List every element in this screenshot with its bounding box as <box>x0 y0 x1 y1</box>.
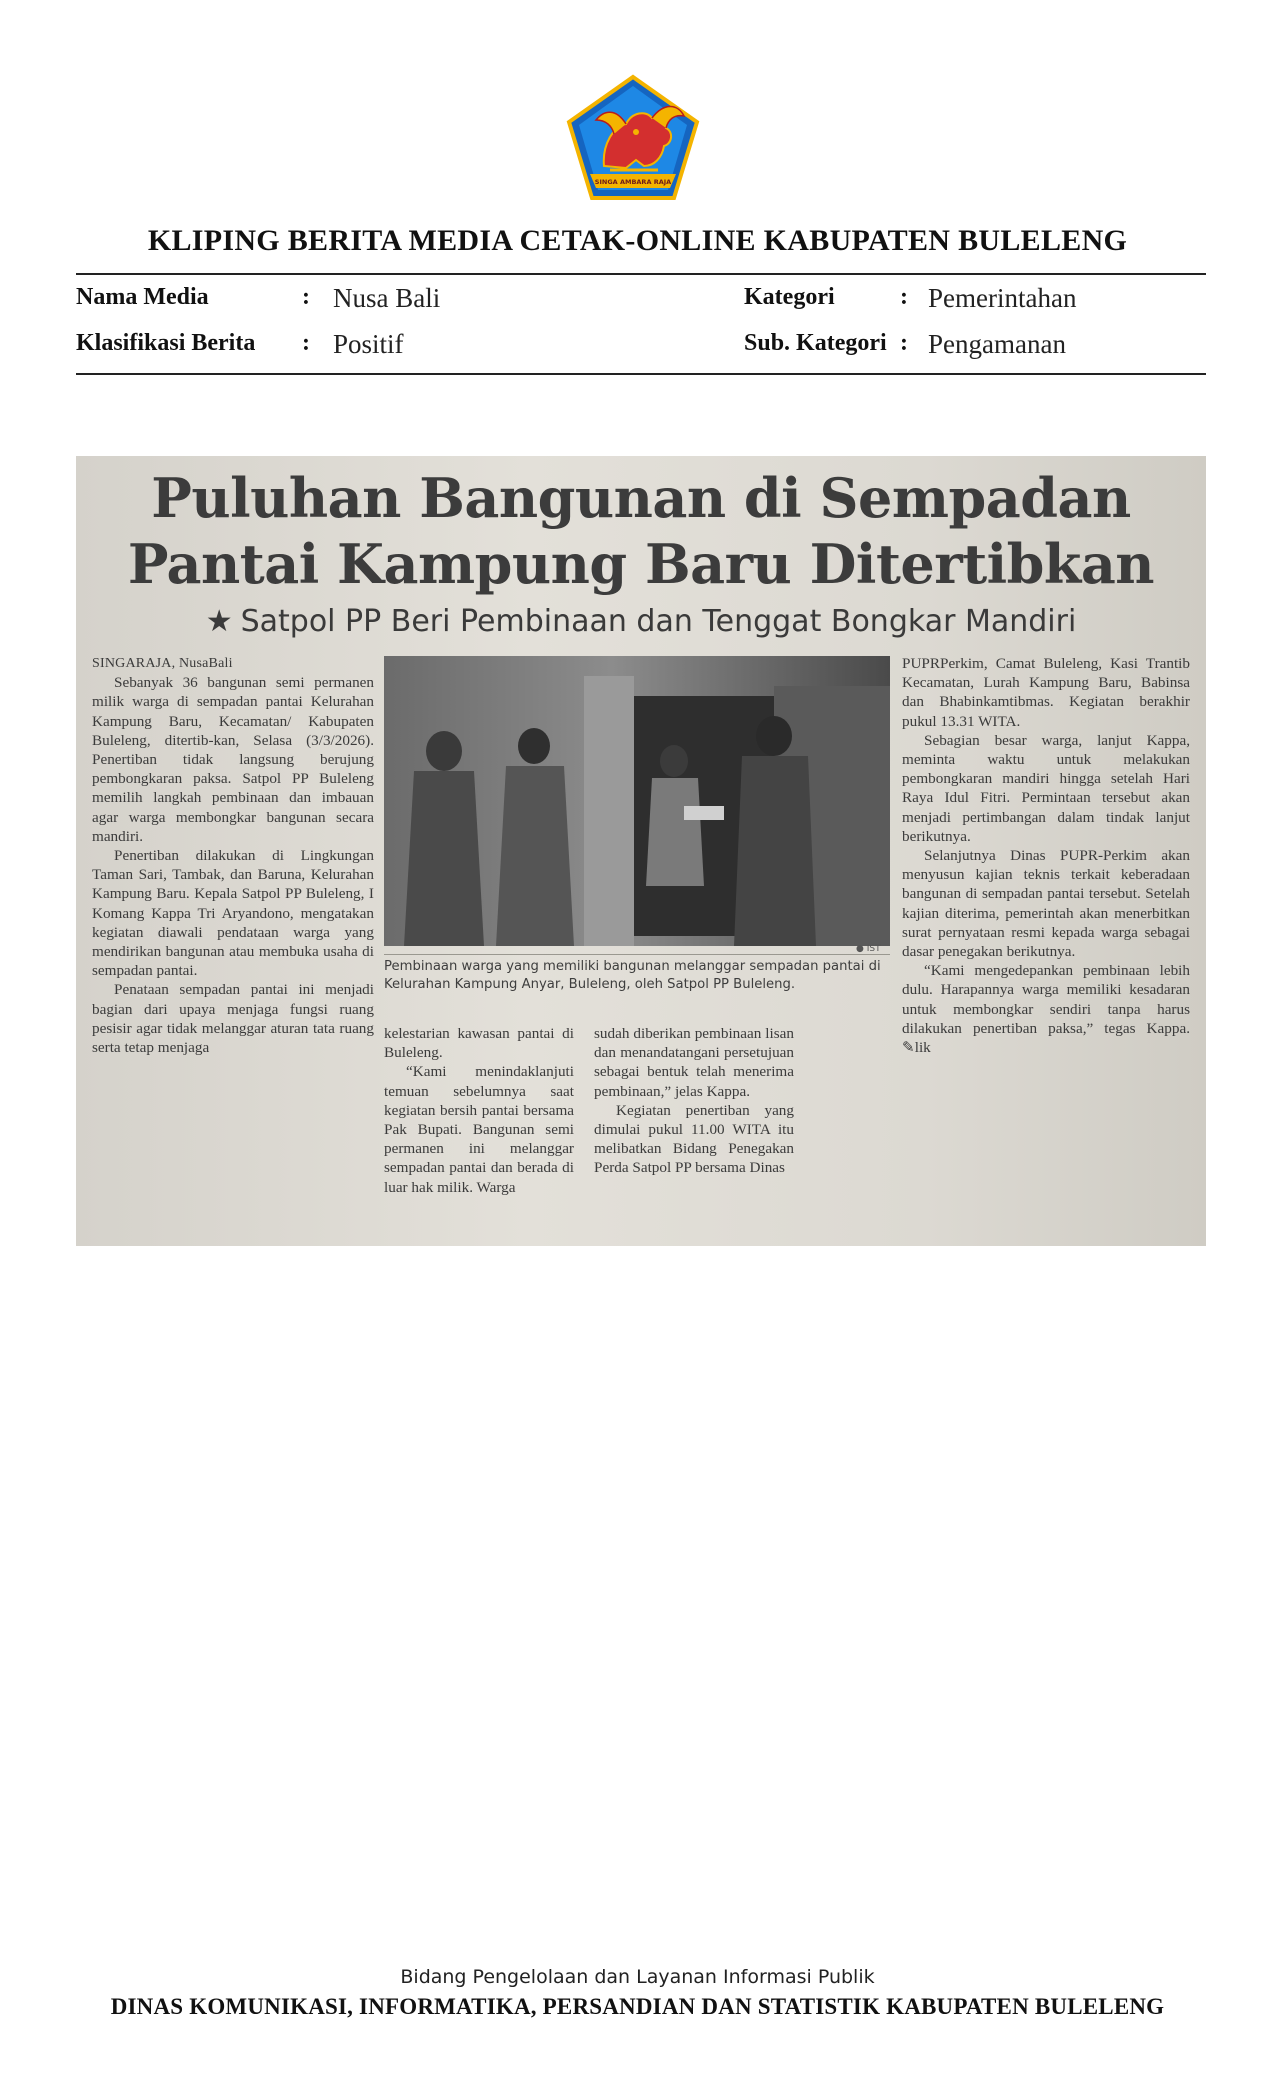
article-photo <box>384 656 890 946</box>
article-paragraph: Kegiatan penertiban yang dimulai pukul 11.00 WITA itu melibatkan Bidang Penegakan Perda Satpol PP bersama Dinas <box>594 1101 794 1177</box>
article-paragraph: sudah diberikan pembinaan lisan dan menandatangani persetujuan sebagai bentuk telah menerima pembinaan,” jelas Kappa. <box>594 1025 794 1100</box>
article-paragraph: “Kami mengedepankan pembinaan lebih dulu. Harapannya warga memiliki kesadaran untuk membongkar sendiri tanpa harus dilakukan penertiban paksa,” tegas Kappa. ✎lik <box>902 962 1190 1057</box>
klasifikasi-berita-value: Positif <box>333 329 404 359</box>
article-paragraph: Selanjutnya Dinas PUPR-Perkim akan menyusun kajian teknis terkait keberadaan bangunan di sempadan pantai tersebut. Setelah kajian diterima, pemerintah akan menerbitkan surat pernyataan resmi kepada warga sebagai dasar penegakan berikutnya. <box>902 847 1190 961</box>
article-paragraph: “Kami menindaklanjuti temuan sebelumnya saat kegiatan bersih pantai bersama Pak Bupati. Bangunan semi permanen ini melanggar sempadan pantai dan berada di luar hak milik. Warga <box>384 1063 574 1196</box>
article-column-2 <box>384 1024 574 1197</box>
article-paragraph: Penataan sempadan pantai ini menjadi bagian dari upaya menjaga fungsi ruang pesisir agar tidak melanggar aturan tata ruang serta tetap menjaga <box>92 981 374 1057</box>
photo-credit: ● IST <box>856 944 881 954</box>
article-paragraph: PUPRPerkim, Camat Buleleng, Kasi Trantib Kecamatan, Lurah Kampung Baru, Babinsa dan Bhabinkamtibmas. Kegiatan berakhir pukul 13.31 WITA. <box>902 655 1190 730</box>
article-paragraph: kelestarian kawasan pantai di Buleleng. <box>384 1025 574 1062</box>
sub-kategori-value: Pengamanan <box>928 329 1066 359</box>
caption-divider <box>384 954 890 955</box>
article-column-1 <box>92 654 374 1057</box>
kategori-value: Pemerintahan <box>928 283 1077 313</box>
header-divider-top <box>76 273 1206 275</box>
nama-media-label: Nama Media <box>76 284 209 310</box>
buleleng-regency-logo <box>566 74 700 202</box>
article-headline-line-1: Puluhan Bangunan di Sempadan <box>151 466 1131 530</box>
article-column-4 <box>902 654 1190 1057</box>
document-title: KLIPING BERITA MEDIA CETAK-ONLINE KABUPATEN BULELENG <box>147 224 1128 257</box>
sub-kategori-colon: : <box>900 330 908 356</box>
svg-text:SINGA AMBARA RAJA: SINGA AMBARA RAJA <box>594 178 672 186</box>
article-paragraph: Sebanyak 36 bangunan semi permanen milik warga di sempadan pantai Kelurahan Kampung Baru, Kecamatan/ Kabupaten Buleleng, ditertib-kan, Selasa (3/3/2026). Penertiban tidak langsung berujung pembongkaran paksa. Satpol PP Buleleng memilih langkah pembinaan dan imbauan agar warga membongkar bangunan secara mandiri. <box>92 674 374 845</box>
footer-agency-name: DINAS KOMUNIKASI, INFORMATIKA, PERSANDIAN DAN STATISTIK KABUPATEN BULELENG <box>110 1994 1165 2019</box>
nama-media-colon: : <box>302 284 310 310</box>
sub-kategori-label: Sub. Kategori <box>744 330 887 356</box>
star-icon: ★ <box>205 604 233 639</box>
article-subheadline-text: Satpol PP Beri Pembinaan dan Tenggat Bongkar Mandiri <box>240 604 1077 639</box>
kategori-label: Kategori <box>744 284 835 310</box>
photo-caption: Pembinaan warga yang memiliki bangunan melanggar sempadan pantai di Kelurahan Kampung Anyar, Buleleng, oleh Satpol PP Buleleng. <box>384 959 881 992</box>
kategori-colon: : <box>900 284 908 310</box>
newspaper-clipping <box>76 456 1206 1246</box>
header-divider-bottom <box>76 373 1206 375</box>
article-subheadline <box>76 604 1206 639</box>
footer-division-name: Bidang Pengelolaan dan Layanan Informasi Publik <box>400 1966 875 1988</box>
article-paragraph: Sebagian besar warga, lanjut Kappa, meminta waktu untuk melakukan pembongkaran mandiri hingga setelah Hari Raya Idul Fitri. Permintaan tersebut akan menjadi pertimbangan dalam tindak lanjut berikutnya. <box>902 731 1190 845</box>
klasifikasi-berita-label: Klasifikasi Berita <box>76 330 256 356</box>
article-column-3 <box>594 1024 794 1178</box>
klasifikasi-berita-colon: : <box>302 330 310 356</box>
article-paragraph: Penertiban dilakukan di Lingkungan Taman Sari, Tambak, dan Baruna, Kelurahan Kampung Baru. Kepala Satpol PP Buleleng, I Komang Kappa Tri Aryandono, mengatakan kegiatan diawali pendataan warga yang mendirikan bangunan atau membuka usaha di sempadan pantai. <box>92 847 374 980</box>
article-dateline: SINGARAJA, NusaBali <box>92 656 233 671</box>
article-headline-line-2: Pantai Kampung Baru Ditertibkan <box>127 532 1155 596</box>
nama-media-value: Nusa Bali <box>333 283 441 313</box>
